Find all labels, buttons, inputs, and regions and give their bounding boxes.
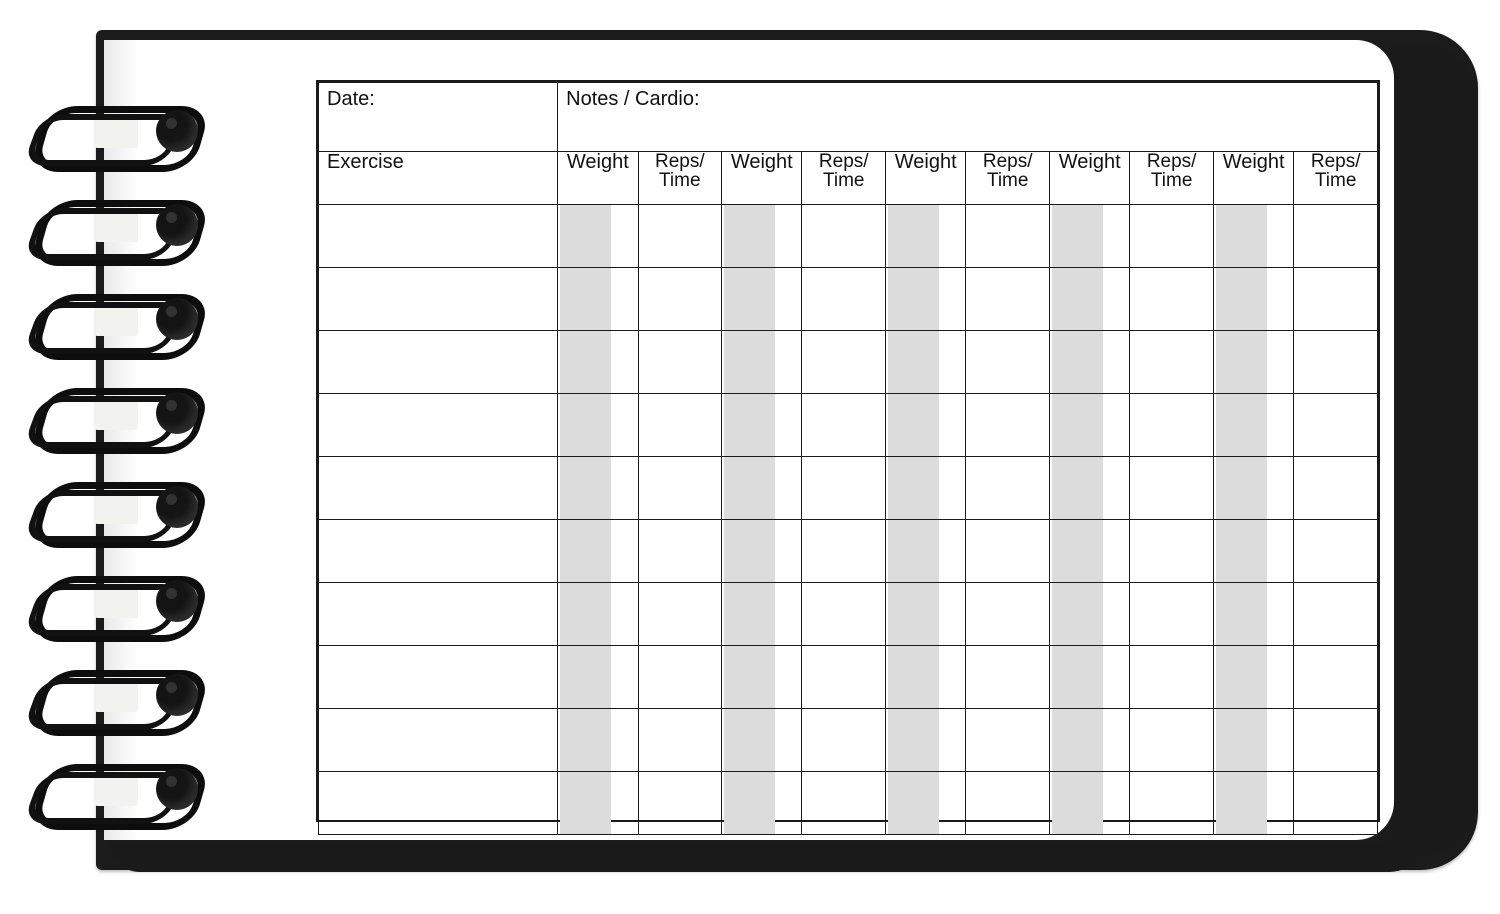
weight-cell[interactable] [1049,520,1129,583]
reps-cell[interactable] [1294,457,1378,520]
weight-cell[interactable] [1213,709,1293,772]
notebook-cover-right-edge [1390,44,1476,856]
weight-header-3 [886,152,966,205]
reps-header-label-line1: Reps/ [1146,151,1197,172]
weight-cell[interactable] [1049,331,1129,394]
weight-cell[interactable] [558,205,638,268]
weight-cell[interactable] [722,394,802,457]
weight-cell[interactable] [886,772,966,835]
reps-cell[interactable] [1130,268,1214,331]
notes-cardio-label: Notes / Cardio: [566,88,700,110]
weight-cell[interactable] [886,205,966,268]
reps-cell[interactable] [638,394,722,457]
reps-time-header-3 [966,152,1050,205]
weight-header-label: Weight [730,151,793,173]
weight-cell[interactable] [1049,583,1129,646]
weight-cell[interactable] [886,331,966,394]
spiral-coil [30,100,198,166]
weight-cell[interactable] [722,205,802,268]
weight-cell[interactable] [886,457,966,520]
exercise-header-label: Exercise [327,151,404,173]
reps-cell[interactable] [1130,520,1214,583]
reps-cell[interactable] [638,583,722,646]
spiral-coil [30,382,198,448]
reps-header-label-line2: Time [659,170,701,191]
reps-header-label-line2: Time [1150,170,1193,191]
date-label: Date: [327,88,375,110]
reps-header-label-line2: Time [822,170,865,191]
reps-cell[interactable] [802,331,886,394]
weight-cell[interactable] [558,709,638,772]
exercise-cell[interactable] [319,268,558,331]
reps-cell[interactable] [1294,268,1378,331]
weight-cell[interactable] [722,520,802,583]
weight-cell[interactable] [558,331,638,394]
weight-cell[interactable] [1213,583,1293,646]
reps-time-header-1 [638,152,722,205]
reps-cell[interactable] [966,646,1050,709]
reps-cell[interactable] [966,457,1050,520]
reps-cell[interactable] [1294,394,1378,457]
weight-cell[interactable] [1213,394,1293,457]
reps-header-label-line2: Time [1314,170,1357,191]
weight-header-1 [558,152,638,205]
reps-cell[interactable] [1130,205,1214,268]
weight-cell[interactable] [886,520,966,583]
spiral-coil [30,288,198,354]
weight-cell[interactable] [886,583,966,646]
weight-cell[interactable] [722,709,802,772]
reps-cell[interactable] [1130,709,1214,772]
reps-cell[interactable] [1130,772,1214,835]
table-row [319,268,1378,331]
weight-cell[interactable] [558,268,638,331]
reps-cell[interactable] [966,205,1050,268]
weight-cell[interactable] [1213,646,1293,709]
exercise-header [319,152,558,205]
weight-cell[interactable] [558,457,638,520]
reps-time-header-4 [1130,152,1214,205]
reps-time-header-5 [1294,152,1378,205]
table-row [319,520,1378,583]
reps-cell[interactable] [966,772,1050,835]
weight-header-label: Weight [894,151,957,173]
table-row [319,205,1378,268]
reps-cell[interactable] [966,331,1050,394]
reps-cell[interactable] [802,772,886,835]
weight-cell[interactable] [722,331,802,394]
weight-cell[interactable] [1049,772,1129,835]
reps-cell[interactable] [638,646,722,709]
weight-header-label: Weight [1058,151,1121,173]
weight-cell[interactable] [1213,331,1293,394]
weight-cell[interactable] [1049,394,1129,457]
weight-header-label: Weight [1222,151,1285,173]
reps-value [1294,772,1393,846]
exercise-cell[interactable] [319,457,558,520]
weight-cell[interactable] [558,520,638,583]
exercise-value [319,772,573,846]
exercise-cell[interactable] [319,772,558,835]
reps-cell[interactable] [966,520,1050,583]
reps-header-label-line1: Reps/ [1310,151,1361,172]
weight-cell[interactable] [558,394,638,457]
weight-cell[interactable] [886,394,966,457]
reps-cell[interactable] [1130,394,1214,457]
weight-cell[interactable] [722,583,802,646]
reps-cell[interactable] [1130,646,1214,709]
date-field[interactable] [319,83,558,152]
reps-cell[interactable] [802,709,886,772]
exercise-cell[interactable] [319,331,558,394]
weight-cell[interactable] [558,772,638,835]
reps-cell[interactable] [802,520,886,583]
reps-cell[interactable] [966,394,1050,457]
weight-cell[interactable] [1213,520,1293,583]
table-row [319,394,1378,457]
spiral-coil [30,194,198,260]
reps-cell[interactable] [966,583,1050,646]
reps-cell[interactable] [966,268,1050,331]
reps-time-header-2 [802,152,886,205]
exercise-cell[interactable] [319,205,558,268]
exercise-cell[interactable] [319,520,558,583]
reps-cell[interactable] [802,268,886,331]
reps-cell[interactable] [1294,709,1378,772]
weight-header-4 [1049,152,1129,205]
exercise-cell[interactable] [319,709,558,772]
spiral-coil [30,570,198,636]
table-row [319,457,1378,520]
reps-cell[interactable] [1294,772,1378,835]
weight-cell[interactable] [722,646,802,709]
weight-cell[interactable] [558,646,638,709]
reps-cell[interactable] [1130,331,1214,394]
spiral-coil [30,758,198,824]
exercise-cell[interactable] [319,394,558,457]
reps-header-label-line1: Reps/ [654,151,705,172]
weight-cell[interactable] [1213,772,1293,835]
weight-cell[interactable] [1213,457,1293,520]
reps-cell[interactable] [1294,331,1378,394]
exercise-cell[interactable] [319,646,558,709]
exercise-cell[interactable] [319,583,558,646]
weight-cell[interactable] [1213,205,1293,268]
reps-cell[interactable] [1130,457,1214,520]
reps-cell[interactable] [802,583,886,646]
weight-cell[interactable] [722,457,802,520]
reps-cell[interactable] [1294,520,1378,583]
weight-cell[interactable] [1049,646,1129,709]
table-row [319,583,1378,646]
reps-cell[interactable] [638,268,722,331]
reps-header-label-line1: Reps/ [982,151,1033,172]
weight-cell[interactable] [722,268,802,331]
spiral-binding [30,60,210,850]
table-row [319,331,1378,394]
reps-cell[interactable] [802,394,886,457]
reps-cell[interactable] [1294,205,1378,268]
table-row [319,709,1378,772]
reps-cell[interactable] [966,709,1050,772]
weight-cell[interactable] [1049,457,1129,520]
notebook-cover-bottom-edge [110,842,1420,872]
weight-cell[interactable] [886,646,966,709]
weight-cell[interactable] [1213,268,1293,331]
reps-cell[interactable] [802,646,886,709]
table-row [319,772,1378,835]
weight-header-2 [722,152,802,205]
weight-cell[interactable] [722,772,802,835]
table-row [319,646,1378,709]
weight-cell[interactable] [886,268,966,331]
weight-cell[interactable] [1049,268,1129,331]
weight-cell[interactable] [558,583,638,646]
weight-cell[interactable] [1049,709,1129,772]
notes-cardio-field[interactable] [558,83,1378,152]
reps-header-label-line1: Reps/ [818,151,869,172]
spiral-coil [30,476,198,542]
weight-cell[interactable] [1049,205,1129,268]
reps-cell[interactable] [802,205,886,268]
reps-cell[interactable] [638,520,722,583]
workout-log-table [316,80,1380,822]
reps-cell[interactable] [638,457,722,520]
reps-cell[interactable] [1294,583,1378,646]
reps-cell[interactable] [638,205,722,268]
reps-cell[interactable] [638,709,722,772]
reps-cell[interactable] [1130,583,1214,646]
reps-cell[interactable] [802,457,886,520]
weight-header-label: Weight [566,151,629,173]
reps-header-label-line2: Time [986,170,1029,191]
reps-cell[interactable] [638,772,722,835]
spiral-coil [30,664,198,730]
weight-cell[interactable] [886,709,966,772]
reps-cell[interactable] [638,331,722,394]
weight-header-5 [1213,152,1293,205]
reps-cell[interactable] [1294,646,1378,709]
